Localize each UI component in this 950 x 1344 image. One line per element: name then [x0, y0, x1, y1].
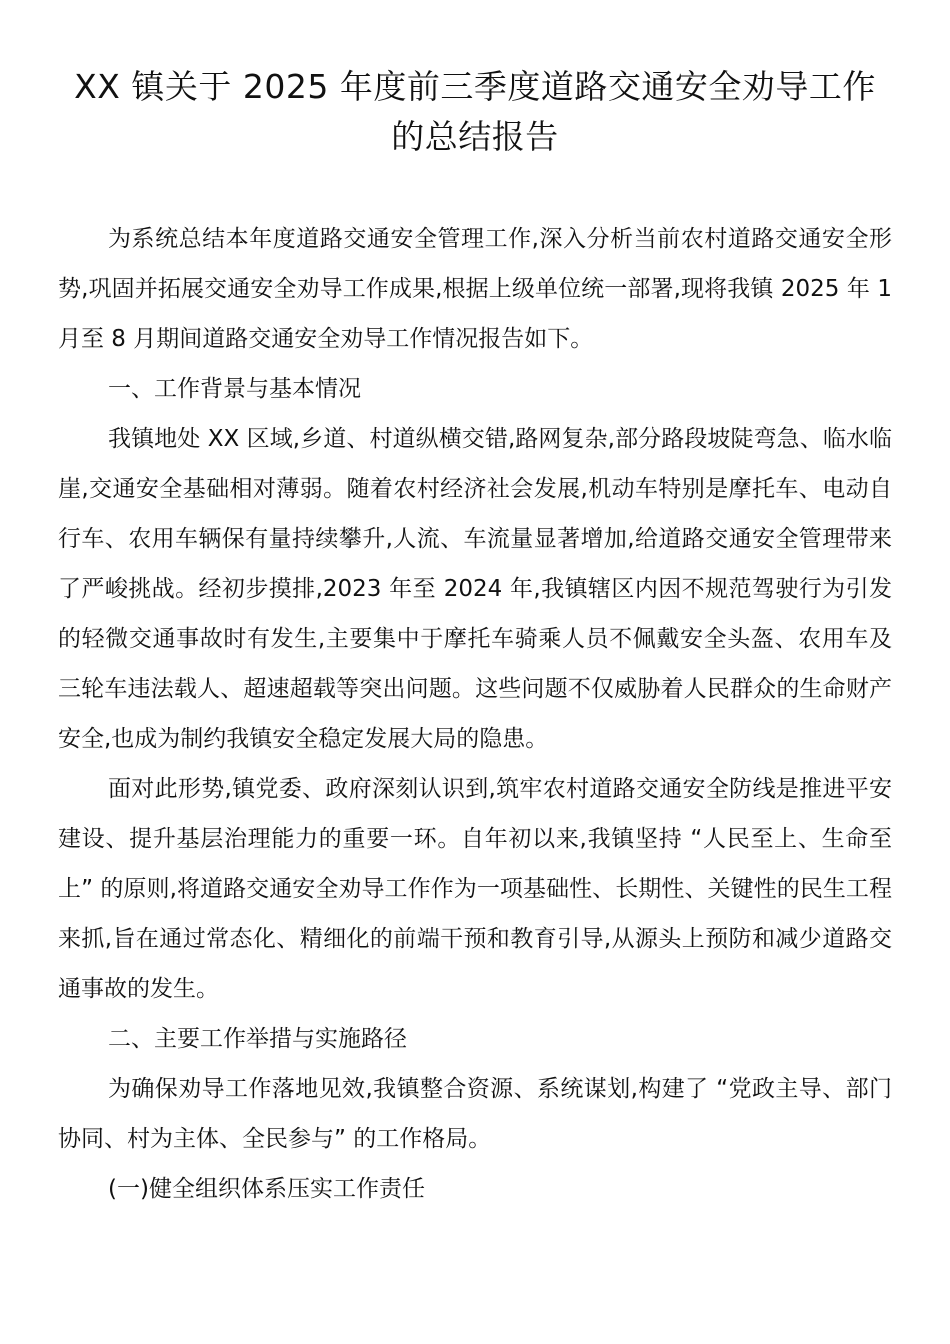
measures-paragraph: 为确保劝导工作落地见效,我镇整合资源、系统谋划,构建了 “党政主导、部门协同、村为主体、全民参与” 的工作格局。 [58, 1076, 892, 1152]
section-heading-2: 二、主要工作举措与实施路径 [108, 1026, 407, 1052]
intro-paragraph: 为系统总结本年度道路交通安全管理工作,深入分析当前农村道路交通安全形势,巩固并拓展交通安全劝导工作成果,根据上级单位统一部署,现将我镇 2025 年 1 月至 8 月期间道路交通安全劝导工作情况报告如下。 [58, 226, 892, 352]
title-line-1: XX 镇关于 2025 年度前三季度道路交通安全劝导工作 [74, 67, 876, 106]
document-title [58, 62, 892, 162]
title-line-2: 的总结报告 [391, 117, 559, 156]
response-paragraph: 面对此形势,镇党委、政府深刻认识到,筑牢农村道路交通安全防线是推进平安建设、提升基层治理能力的重要一环。自年初以来,我镇坚持 “人民至上、生命至上” 的原则,将道路交通安全劝导工作作为一项基础性、长期性、关键性的民生工程来抓,旨在通过常态化、精细化的前端干预和教育引导,从源头上预防和减少道路交通事故的发生。 [58, 776, 892, 1002]
background-paragraph: 我镇地处 XX 区域,乡道、村道纵横交错,路网复杂,部分路段坡陡弯急、临水临崖,交通安全基础相对薄弱。随着农村经济社会发展,机动车特别是摩托车、电动自行车、农用车辆保有量持续攀升,人流、车流量显著增加,给道路交通安全管理带来了严峻挑战。经初步摸排,2023 年至 2024 年,我镇辖区内因不规范驾驶行为引发的轻微交通事故时有发生,主要集中于摩托车骑乘人员不佩戴安全头盔、农用车及三轮车违法载人、超速超载等突出问题。这些问题不仅威胁着人民群众的生命财产安全,也成为制约我镇安全稳定发展大局的隐患。 [58, 426, 892, 752]
section-heading-1: 一、工作背景与基本情况 [108, 376, 361, 402]
subsection-heading-1: (一)健全组织体系压实工作责任 [108, 1176, 425, 1202]
